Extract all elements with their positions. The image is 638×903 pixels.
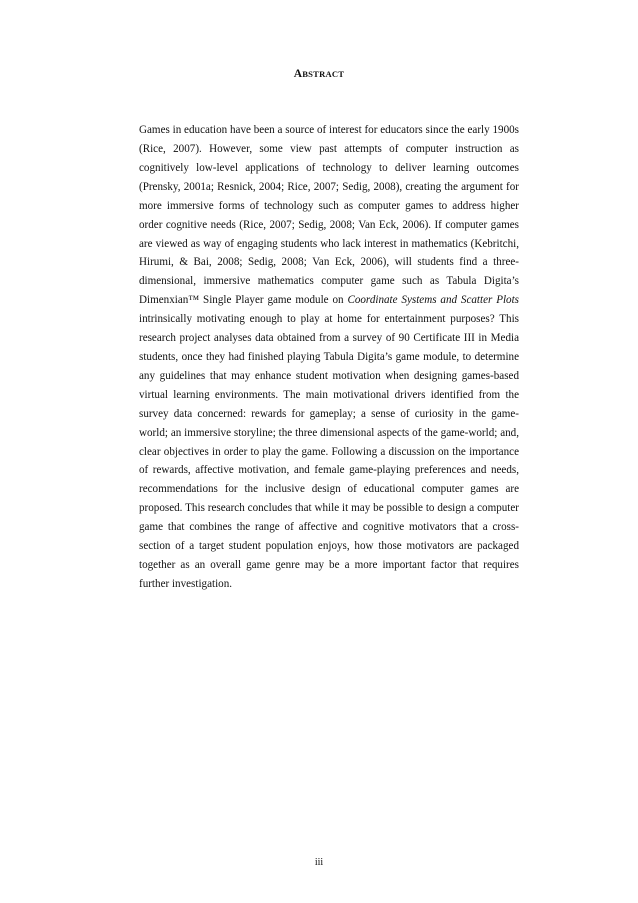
page-number: iii: [314, 857, 324, 868]
abstract-text-part2: intrinsically motivating enough to play at home for entertainment purposes? This research project analyses data obtained from a survey of 90 Certificate III in Media students, once they had finished playing Tabula Digita’s game module, to determine any guidelines that may enhance student motivation when designing games-based virtual learning environments. The main motivational drivers identified from the survey data concerned: rewards for gameplay; a sense of curiosity in the game-world; an immersive storyline; the three dimensional aspects of the game-world; and, clear objectives in order to play the game. Following a discussion on the importance of rewards, affective motivation, and female game-playing preferences and needs, recommendations for the inclusive design of educational computer games are proposed. This research concludes that while it may be possible to design a computer game that combines the range of affective and cognitive motivators that a cross-section of a target student population enjoys, how those motivators are packaged together as an overall game genre may be a more important factor that requires further investigation.: [139, 313, 519, 590]
abstract-text-part1: Games in education have been a source of interest for educators since the early 1900s (Rice, 2007). However, some view past attempts of computer instruction as cognitively low-level applications of technology to deliver learning outcomes (Prensky, 2001a; Resnick, 2004; Rice, 2007; Sedig, 2008), creating the argument for more immersive forms of technology such as computer games to address higher order cognitive needs (Rice, 2007; Sedig, 2008; Van Eck, 2006). If computer games are viewed as way of engaging students who lack interest in mathematics (Kebritchi, Hirumi, & Bai, 2008; Sedig, 2008; Van Eck, 2006), will students find a three-dimensional, immersive mathematics computer game such as Tabula Digita’s Dimenxian™ Single Player game module on: [139, 124, 519, 307]
heading-initial: A: [293, 68, 303, 80]
abstract-heading: [0, 68, 638, 80]
abstract-paragraph: [139, 121, 519, 594]
heading-small-caps: BSTRACT: [302, 69, 345, 79]
abstract-italic-title: Coordinate Systems and Scatter Plots: [347, 294, 520, 307]
